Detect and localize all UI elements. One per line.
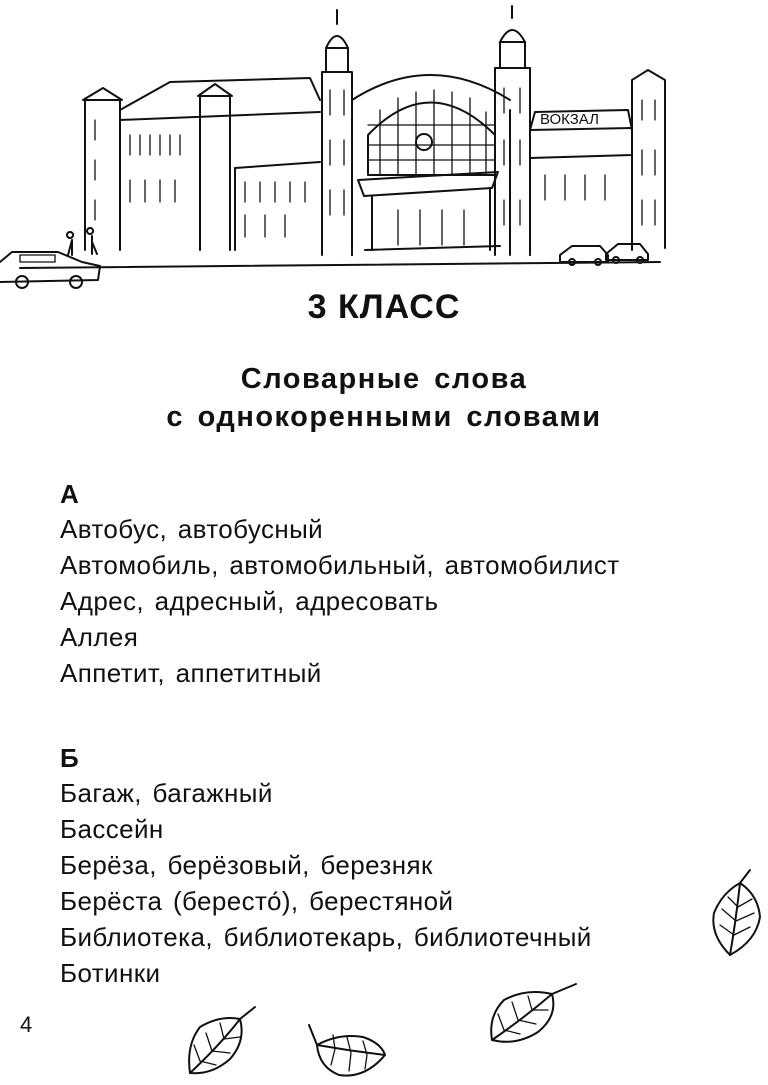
section-letter: Б <box>60 743 79 773</box>
section-b <box>60 741 700 991</box>
car-left <box>0 252 100 288</box>
grade-title: 3 КЛАСС <box>307 288 461 326</box>
section-letter: А <box>60 479 79 509</box>
word-line: Берёза, берёзовый, березняк <box>60 850 433 880</box>
word-line: Бассейн <box>60 814 164 844</box>
right-tower <box>495 6 530 255</box>
subtitle-line-1: Словарные слова <box>240 363 528 395</box>
station-illustration <box>0 0 768 295</box>
word-line: Багаж, багажный <box>60 778 273 808</box>
station-sign: ВОКЗАЛ <box>540 111 599 128</box>
subtitle-line-2: с однокоренными словами <box>166 401 602 433</box>
leaf-icon <box>480 980 580 1050</box>
word-line: Аллея <box>60 622 139 652</box>
left-tower <box>322 10 352 255</box>
left-building <box>83 78 320 250</box>
page-number: 4 <box>20 1012 33 1037</box>
word-line: Ботинки <box>60 958 161 988</box>
word-line: Берёста (бересто́), берестяной <box>60 886 454 916</box>
section-a <box>60 477 700 691</box>
leaf-icon <box>305 1015 395 1085</box>
word-line: Автобус, автобусный <box>60 514 324 544</box>
central-hall <box>352 75 510 255</box>
word-line: Автомобиль, автомобильный, автомобилист <box>60 550 620 580</box>
right-building <box>530 70 665 255</box>
word-line: Аппетит, аппетитный <box>60 658 322 688</box>
people <box>67 228 97 255</box>
leaf-icon <box>180 1005 260 1080</box>
leaf-icon <box>700 865 768 960</box>
word-line: Библиотека, библиотекарь, библиотечный <box>60 922 592 952</box>
word-line: Адрес, адресный, адресовать <box>60 586 439 616</box>
